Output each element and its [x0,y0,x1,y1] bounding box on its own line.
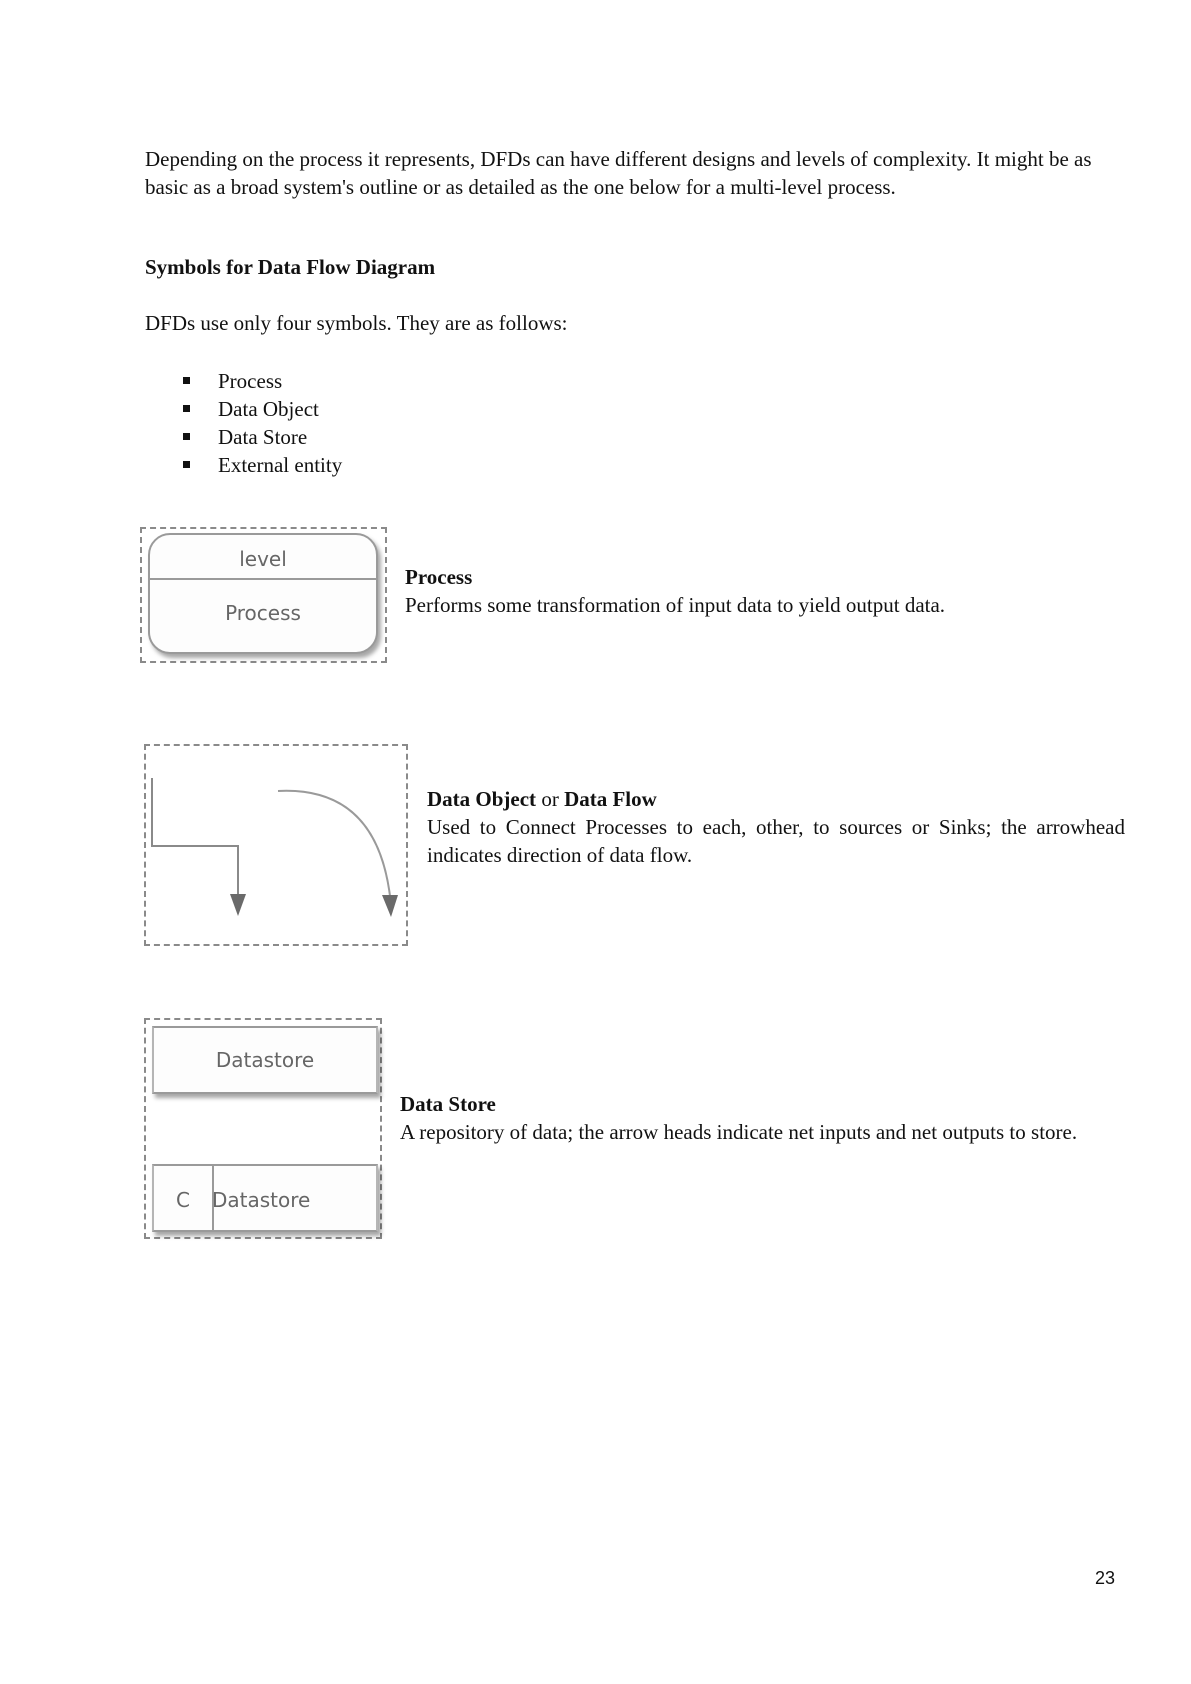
symbols-list [145,367,342,479]
bullet-square-icon [183,461,190,468]
bullet-square-icon [183,433,190,440]
list-item [145,367,342,395]
list-item [145,423,342,451]
list-item-label: External entity [218,453,343,477]
datastore-title: Data Store [400,1092,496,1116]
process-description: Performs some transformation of input data to yield output data. [405,593,946,617]
datastore-label: Datastore [215,1048,315,1072]
datastore-symbol-with-id [152,1164,378,1232]
datastore-label: Datastore [212,1188,311,1212]
process-symbol [148,533,378,654]
list-item [145,451,342,479]
data-flow-title: Data Flow [564,787,657,811]
page-number: 23 [1095,1568,1116,1588]
elbow-arrowhead-icon [230,894,246,916]
dataflow-title-line [427,785,1125,813]
data-object-title: Data Object [427,787,537,811]
process-level-label: level [150,535,376,580]
section-heading: Symbols for Data Flow Diagram [145,255,436,279]
datastore-description: A repository of data; the arrow heads indicate net inputs and net outputs to store. [400,1120,1078,1144]
elbow-arrow-line [152,778,238,894]
process-name-label: Process [225,601,301,625]
datastore-id-cell: C [154,1166,214,1230]
list-item-label: Data Object [218,397,319,421]
list-item-label: Process [218,369,283,393]
datastore-description-block [400,1090,1125,1146]
curved-arrowhead-icon [382,895,398,917]
title-connector: or [541,787,559,811]
list-item-label: Data Store [218,425,308,449]
dataflow-arrows-diagram [146,746,406,944]
lead-paragraph: DFDs use only four symbols. They are as follows: [145,311,568,335]
bullet-square-icon [183,377,190,384]
list-item [145,395,342,423]
datastore-symbol [152,1026,378,1094]
dataflow-description: Used to Connect Processes to each, other, to sources or Sinks; the arrowhead indicates direction of data flow. [427,815,1125,867]
dataflow-description-block [427,785,1125,869]
process-title: Process [405,565,473,589]
datastore-figure [144,1018,382,1239]
process-figure [140,527,387,663]
curved-arrow-line [278,791,390,896]
intro-paragraph: Depending on the process it represents, DFDs can have different designs and levels of complexity. It might be as basic as a broad system's outline or as detailed as the one below for a multi-level process. [145,147,1092,199]
bullet-square-icon [183,405,190,412]
dataflow-figure [144,744,408,946]
process-description-block [405,563,1125,619]
